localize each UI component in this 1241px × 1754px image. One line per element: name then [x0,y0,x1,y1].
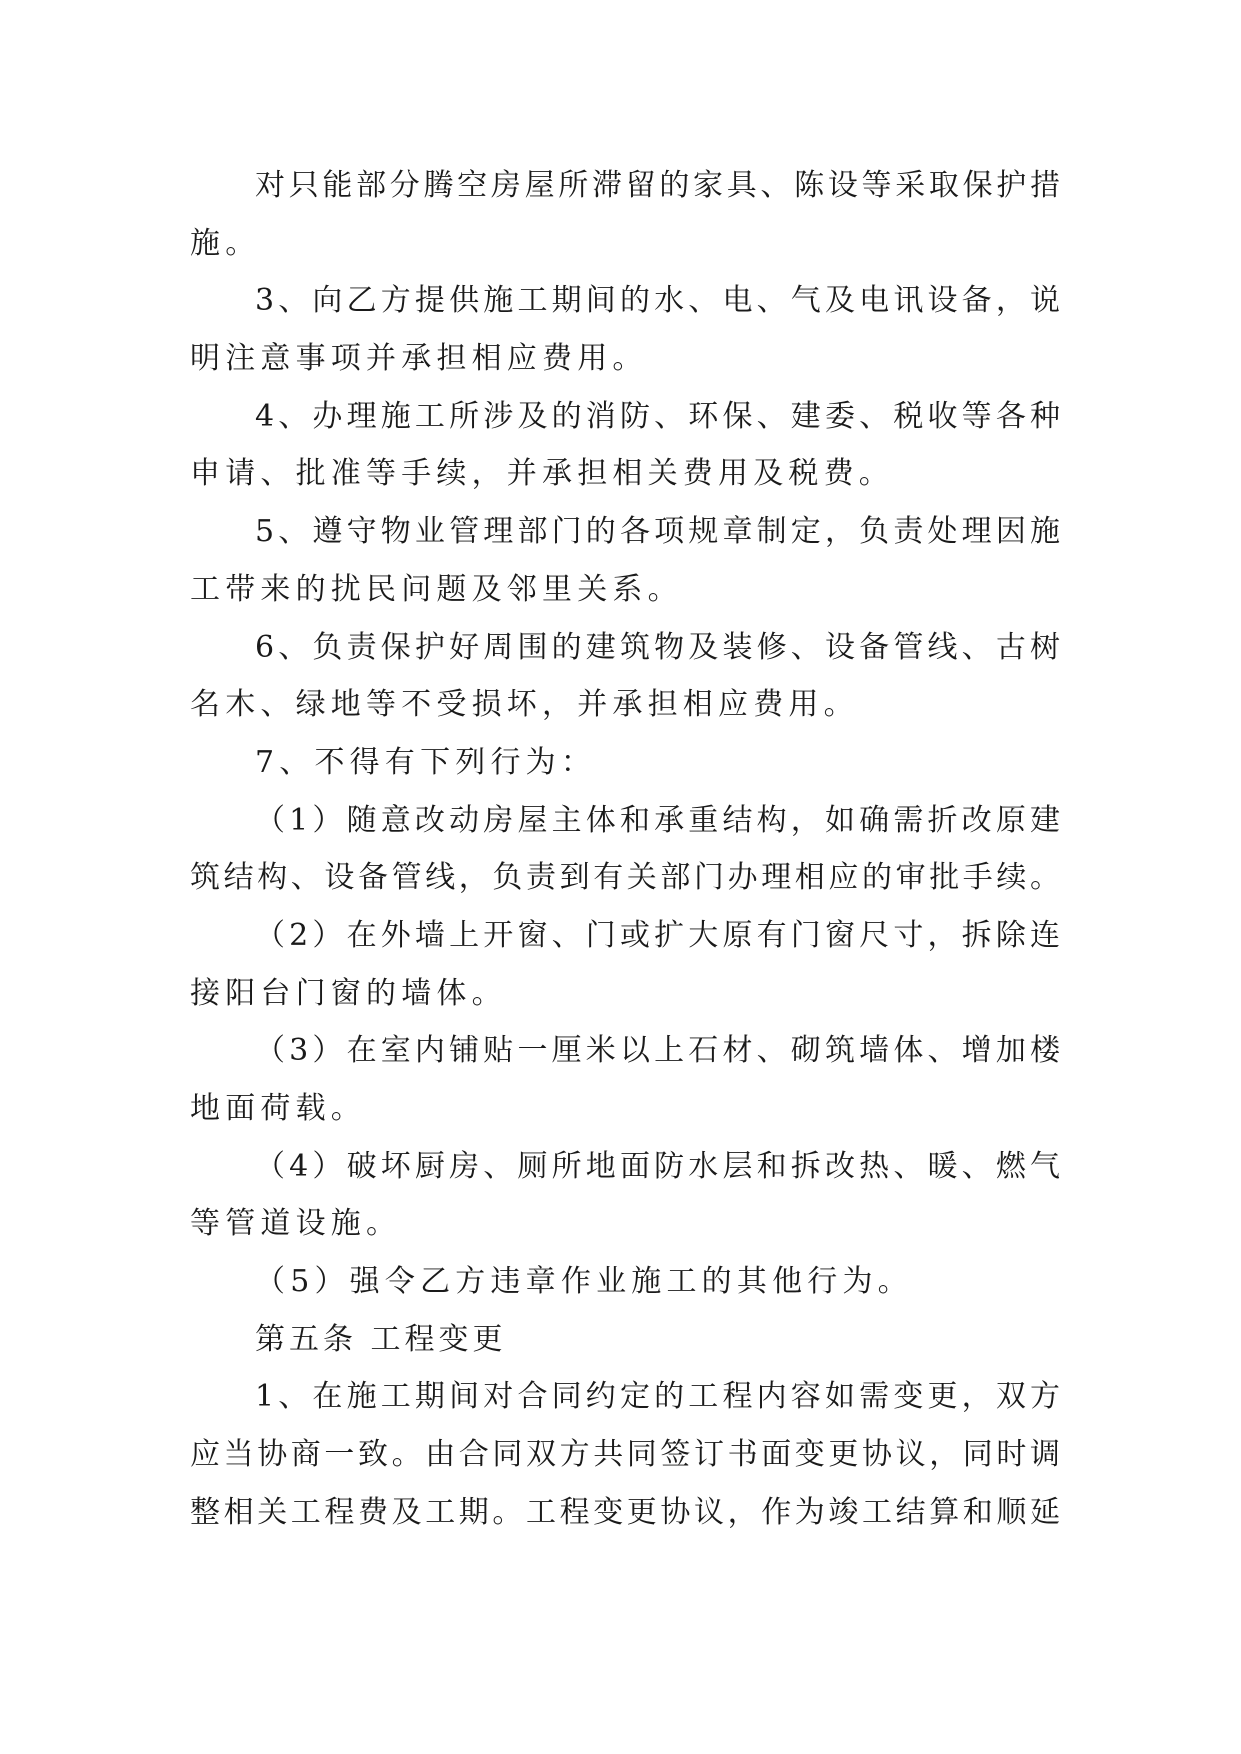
text-line [190,215,1060,273]
line-text: 名木、绿地等不受损坏，并承担相应费用。 [190,687,859,723]
line-text: 筑结构、设备管线，负责到有关部门办理相应的审批手续。 [190,860,1060,896]
line-text: 对只能部分腾空房屋所滞留的家具、陈设等采取保护措 [255,168,1060,203]
text-line [190,1080,1060,1138]
text-line [190,1022,1060,1080]
text-line [190,734,1060,792]
text-line [190,330,1060,388]
text-line [190,445,1060,503]
line-text: 明注意事项并承担相应费用。 [190,341,648,377]
text-line [190,1253,1060,1311]
text-line [190,503,1060,561]
line-text: 4、办理施工所涉及的消防、环保、建委、税收等各种 [255,398,1060,434]
text-line [190,1138,1060,1196]
section-heading [190,1311,1060,1369]
text-line [190,849,1060,907]
line-text: 等管道设施。 [190,1206,402,1242]
text-line [190,157,1060,215]
text-line [190,676,1060,734]
line-text: 3、向乙方提供施工期间的水、电、气及电讯设备，说 [255,283,1060,319]
line-text: 申请、批准等手续，并承担相关费用及税费。 [190,456,894,492]
text-line [190,388,1060,446]
line-text: 第五条 工程变更 [255,1321,507,1357]
line-text: （4）破坏厨房、厕所地面防水层和拆改热、暖、燃气 [255,1148,1060,1184]
text-line [190,561,1060,619]
text-line [190,907,1060,965]
line-text: 5、遵守物业管理部门的各项规章制定，负责处理因施 [255,514,1060,550]
line-text: 7、不得有下列行为： [255,744,597,780]
line-text: 1、在施工期间对合同约定的工程内容如需变更，双方 [255,1379,1060,1415]
text-line [190,792,1060,850]
line-text: 地面荷载。 [190,1091,366,1126]
document-body [190,157,1060,1542]
line-text: 应当协商一致。由合同双方共同签订书面变更协议，同时调 [190,1437,1060,1473]
text-line [190,272,1060,330]
line-text: 接阳台门窗的墙体。 [190,975,507,1011]
text-line [190,619,1060,677]
line-text: （5）强令乙方违章作业施工的其他行为。 [255,1264,913,1300]
text-line [190,965,1060,1023]
line-text: 工带来的扰民问题及邻里关系。 [190,571,683,607]
text-line [190,1368,1060,1426]
line-text: （3）在室内铺贴一厘米以上石材、砌筑墙体、增加楼 [255,1033,1060,1069]
line-text: （1）随意改动房屋主体和承重结构，如确需折改原建 [255,802,1060,838]
text-line [190,1426,1060,1484]
line-text: （2）在外墙上开窗、门或扩大原有门窗尺寸，拆除连 [255,917,1060,953]
line-text: 施。 [190,225,261,261]
line-text: 6、负责保护好周围的建筑物及装修、设备管线、古树 [255,629,1060,665]
line-text: 整相关工程费及工期。工程变更协议，作为竣工结算和顺延 [190,1494,1060,1530]
text-line [190,1195,1060,1253]
text-line [190,1484,1060,1542]
